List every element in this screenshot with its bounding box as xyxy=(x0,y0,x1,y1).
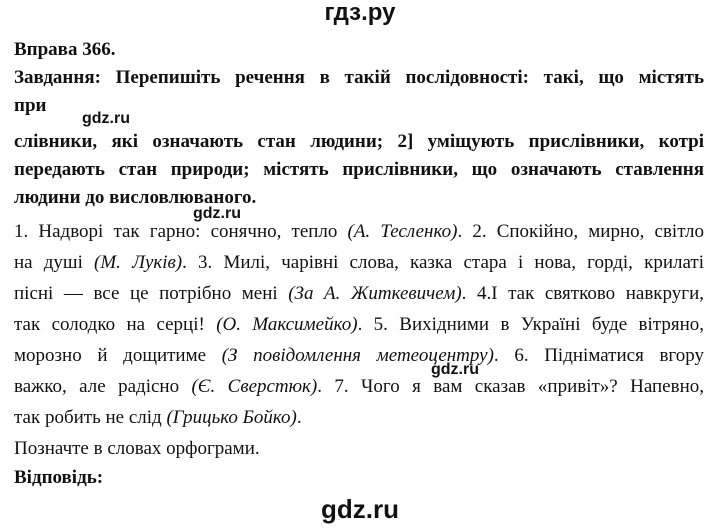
watermark-top: гдз.ру xyxy=(324,0,396,26)
sentence-3-cont: пісні — все це потрібно мені xyxy=(14,283,289,304)
source-1: (А. Тесленко) xyxy=(347,221,458,242)
sentence-6-cont: важко, але радісно xyxy=(14,376,192,397)
sentence-6: . 6. Підніматися вгору xyxy=(493,345,704,366)
sentence-4: . 4.І так святково навкруги, xyxy=(461,283,704,304)
text-line-5 xyxy=(14,344,704,368)
source-4: (О. Максимейко) xyxy=(216,314,358,335)
source-5: (З повідомлення метеоцентру) xyxy=(221,345,494,366)
text-line-6 xyxy=(14,375,704,399)
sentence-5: . 5. Вихідними в Україні буде вітряно, xyxy=(357,314,704,335)
task-line-4: передають стан природи; містять прислівники, що означають ставлення xyxy=(14,159,704,180)
sentence-3: . 3. Милі, чарівні слова, казка стара і нова, горді, крилаті xyxy=(182,252,704,273)
sentence-4-cont: так солодко на серці! xyxy=(14,314,217,335)
source-2: (М. Луків) xyxy=(94,252,183,273)
sentence-1: 1. Надворі так гарно: сонячно, тепло xyxy=(14,221,348,242)
text-line-1 xyxy=(14,220,704,244)
sentence-7: . 7. Чого я вам сказав «привіт»? Напевно, xyxy=(317,376,705,397)
source-6: (Є. Сверстюк) xyxy=(191,376,318,397)
task-line-3: слівники, які означають стан людини; 2] уміщують прислівники, котрі xyxy=(14,131,704,152)
note-text: Позначте в словах орфограми. xyxy=(14,438,260,459)
watermark-inline-1: gdz.ru xyxy=(82,110,130,127)
sentence-7-end: . xyxy=(296,407,302,428)
watermark-inline-2: gdz.ru xyxy=(193,205,241,222)
sentence-5-cont: морозно й дощитиме xyxy=(14,345,222,366)
task-line-2: при xyxy=(14,95,47,116)
source-7: (Грицько Бойко) xyxy=(166,407,297,428)
answer-label: Відповідь: xyxy=(14,467,104,488)
task-line-5: людини до висловлюваного. xyxy=(14,187,257,208)
task-line-1: Завдання: Перепишіть речення в такій послідовності: такі, що містять xyxy=(14,67,704,88)
text-line-4 xyxy=(14,313,704,337)
text-line-7 xyxy=(14,406,704,430)
exercise-title: Вправа 366. xyxy=(14,39,116,60)
watermark-inline-3: gdz.ru xyxy=(431,361,479,378)
sentence-7-cont: так робить не слід xyxy=(14,407,167,428)
sentence-2-cont: на душі xyxy=(14,252,95,273)
sentence-2: . 2. Спокійно, мирно, світло xyxy=(457,221,704,242)
text-line-3 xyxy=(14,282,704,306)
source-3: (За А. Житкевичем) xyxy=(288,283,462,304)
text-line-2 xyxy=(14,251,704,275)
watermark-bottom: gdz.ru xyxy=(321,494,399,524)
